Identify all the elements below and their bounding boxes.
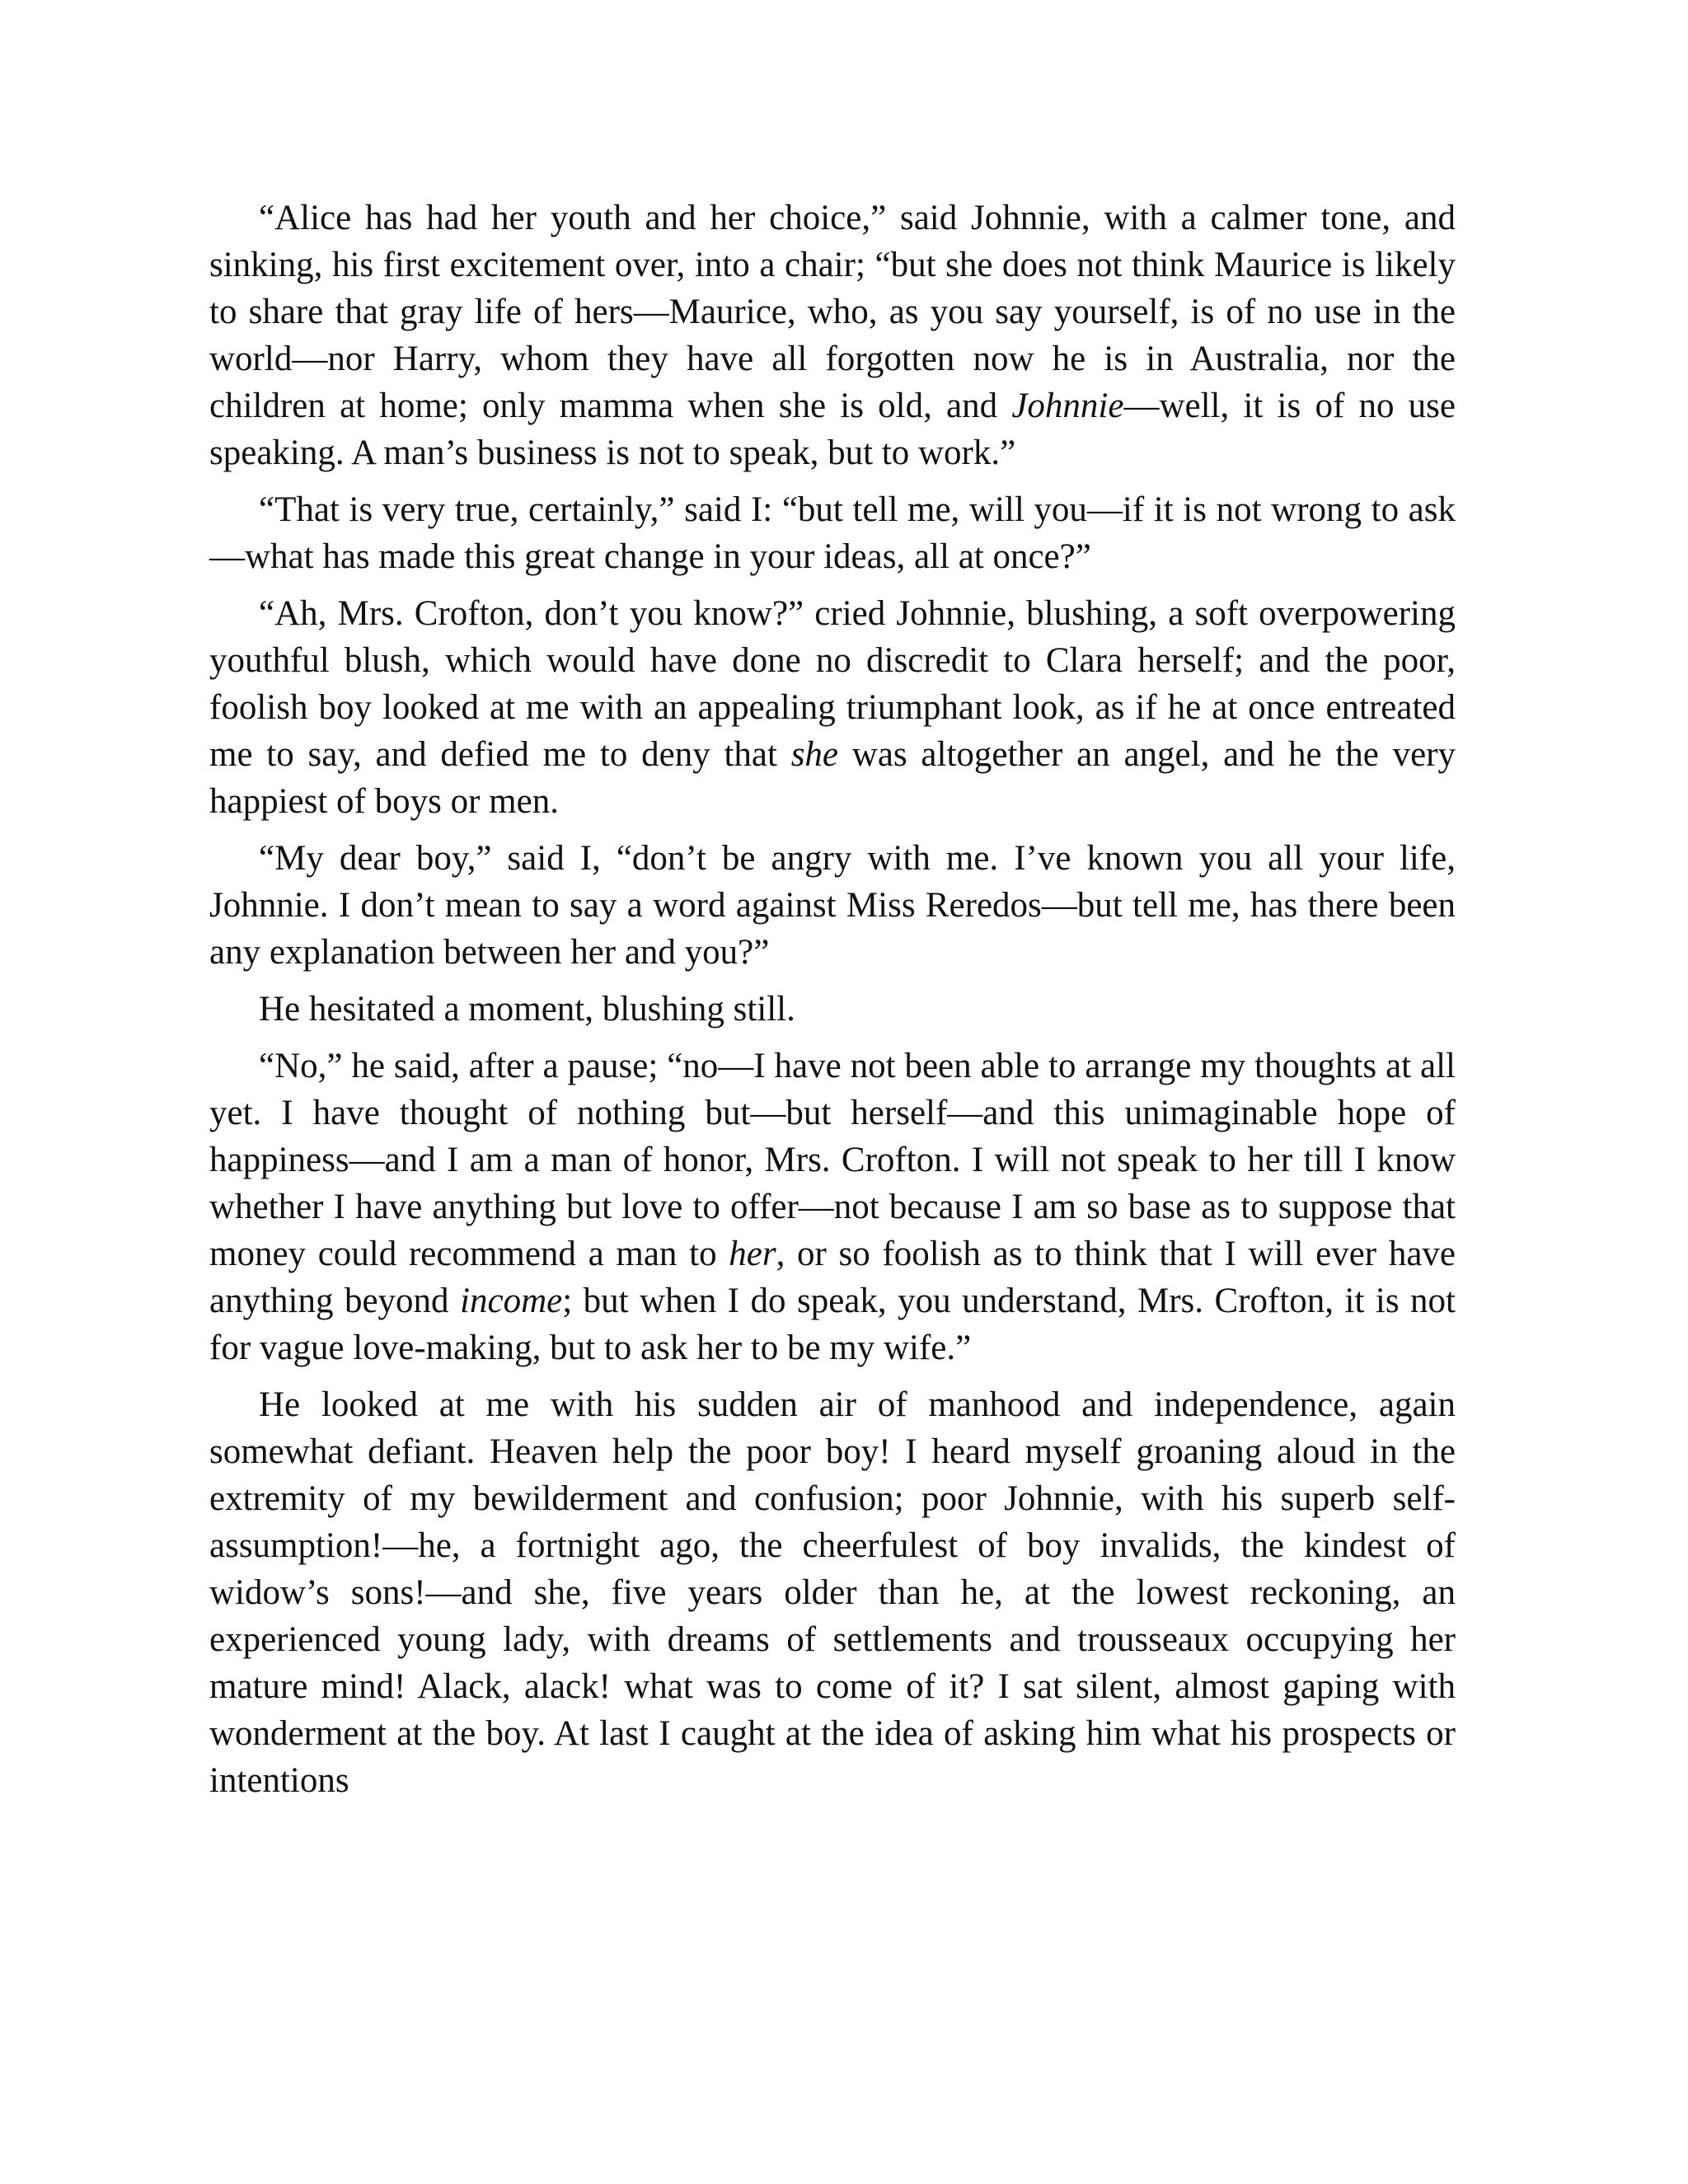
text-run: He hesitated a moment, blushing still. (259, 990, 795, 1029)
paragraph-4 (209, 835, 1456, 976)
paragraph-3 (209, 590, 1456, 825)
paragraph-2 (209, 486, 1456, 580)
text-run: “Alice has had her youth and her choice,” said Johnnie, with a calmer tone, and sinking, his first excitement over, into a chair; “but she does not think Maurice is likely to share that gray life of hers—Maurice, who, as you say yourself, is of no use in the world—nor Harry, whom they have all forgotten now he is in Australia, nor the children at home; only mamma when she is old, and (209, 199, 1456, 425)
text-run: He looked at me with his sudden air of manhood and independence, again somewhat defiant. Heaven help the poor boy! I heard myself groaning aloud in the extremity of my bewilderment and confusion; poor Johnnie, with his superb self-assumption!—he, a fortnight ago, the cheerfulest of boy invalids, the kindest of widow’s sons!—and she, five years older than he, at the lowest reckoning, an experienced young lady, with dreams of settlements and trousseaux occupying her mature mind! Alack, alack! what was to come of it? I sat silent, almost gaping with wonderment at the boy. At last I caught at the idea of asking him what his prospects or intentions (209, 1385, 1456, 1800)
text-run: , or so foolish as to think that I will ever have anything beyond (209, 1235, 1456, 1320)
book-page (209, 194, 1456, 1814)
text-run: ; but when I do speak, you understand, Mrs. Crofton, it is not for vague love-making, but to ask her to be my wife.” (209, 1282, 1456, 1367)
italic-run: her (729, 1235, 776, 1273)
text-run: “My dear boy,” said I, “don’t be angry with me. I’ve known you all your life, Johnnie. I don’t mean to say a word against Miss Reredos—but tell me, has there been any explanation between her and you?” (209, 839, 1456, 972)
text-run: “That is very true, certainly,” said I: “but tell me, will you—if it is not wrong to ask—what has made this great change in your ideas, all at once?” (209, 490, 1456, 576)
paragraph-1 (209, 194, 1456, 476)
italic-run: income (460, 1282, 563, 1320)
italic-run: Johnnie (1011, 387, 1124, 425)
text-run: “Ah, Mrs. Crofton, don’t you know?” cried Johnnie, blushing, a soft overpowering youthful blush, which would have done no discredit to Clara herself; and the poor, foolish boy looked at me with an appealing triumphant look, as if he at once entreated me to say, and defied me to deny that (209, 594, 1456, 774)
paragraph-6 (209, 1043, 1456, 1371)
text-run: “No,” he said, after a pause; “no—I have not been able to arrange my thoughts at all yet. I have thought of nothing but—but herself—and this unimaginable hope of happiness—and I am a man of honor, Mrs. Crofton. I will not speak to her till I know whether I have anything but love to offer—not because I am so base as to suppose that money could recommend a man to (209, 1047, 1456, 1273)
paragraph-5 (209, 986, 1456, 1033)
text-run: —well, it is of no use speaking. A man’s business is not to speak, but to work.” (209, 387, 1456, 472)
paragraph-7 (209, 1381, 1456, 1804)
text-run: was altogether an angel, and he the very happiest of boys or men. (209, 735, 1456, 821)
italic-run: she (790, 735, 839, 774)
